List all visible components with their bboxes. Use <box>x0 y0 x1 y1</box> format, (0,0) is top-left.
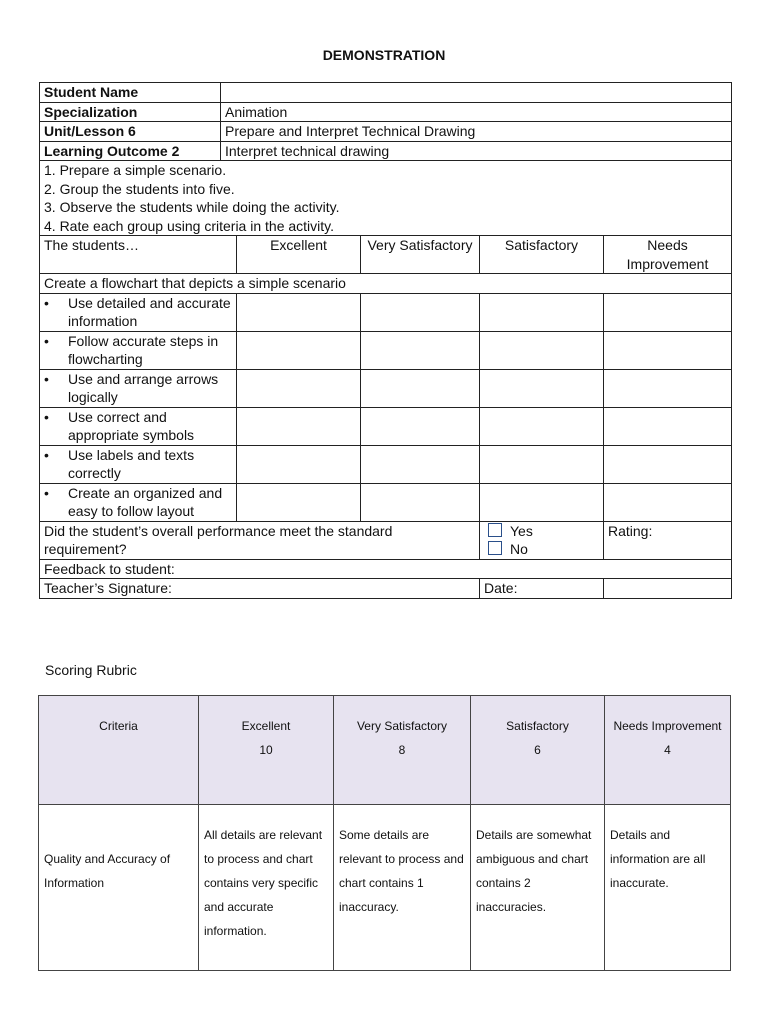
rating-cell-satisfactory[interactable] <box>480 407 604 445</box>
date-value[interactable] <box>604 579 732 599</box>
no-label: No <box>510 541 528 557</box>
rubric-header-name: Very Satisfactory <box>356 719 448 733</box>
satisfactory-header: Satisfactory <box>480 236 604 274</box>
rating-cell-satisfactory[interactable] <box>480 369 604 407</box>
standard-question: Did the student’s overall performance meet the standard requirement? <box>40 521 480 559</box>
bullet: • <box>44 484 49 501</box>
instructions-row <box>40 161 732 236</box>
rubric-header-score: 10 <box>259 743 273 757</box>
rubric-header-score: 8 <box>398 743 406 757</box>
instruction-item: 2. Group the students into five. <box>44 180 235 197</box>
rubric-header-excellent <box>199 696 334 805</box>
rating-cell-very-satisfactory[interactable] <box>361 369 480 407</box>
date-label: Date: <box>480 579 604 599</box>
feedback-label: Feedback to student: <box>40 559 732 579</box>
rubric-criterion: Quality and Accuracy of Information <box>39 805 199 971</box>
specialization-row <box>40 102 732 122</box>
signature-row <box>40 579 732 599</box>
rating-cell-needs-improvement[interactable] <box>604 445 732 483</box>
rating-cell-excellent[interactable] <box>237 369 361 407</box>
bullet: • <box>44 408 49 425</box>
yes-option[interactable] <box>484 522 599 541</box>
rating-label: Rating: <box>604 521 732 559</box>
criteria-row <box>40 483 732 521</box>
needs-improvement-header: Needs Improvement <box>604 236 732 274</box>
criterion-text: Use and arrange arrows logically <box>68 370 219 405</box>
rubric-header-very-satisfactory <box>334 696 471 805</box>
bullet: • <box>44 332 49 349</box>
excellent-header: Excellent <box>237 236 361 274</box>
very-satisfactory-header: Very Satisfactory <box>361 236 480 274</box>
unit-value: Prepare and Interpret Technical Drawing <box>221 122 732 142</box>
rating-cell-very-satisfactory[interactable] <box>361 445 480 483</box>
rubric-header-criteria <box>39 696 199 805</box>
criterion-cell <box>40 369 237 407</box>
criterion-text: Use labels and texts correctly <box>68 446 195 481</box>
criteria-row <box>40 331 732 369</box>
yes-checkbox[interactable] <box>488 523 502 537</box>
outcome-label: Learning Outcome 2 <box>40 141 221 161</box>
criterion-text: Create an organized and easy to follow layout <box>68 484 223 519</box>
task-cell: Create a flowchart that depicts a simple scenario <box>40 274 732 294</box>
student-name-row <box>40 83 732 103</box>
demonstration-table <box>39 82 732 599</box>
feedback-row <box>40 559 732 579</box>
rating-cell-needs-improvement[interactable] <box>604 369 732 407</box>
scoring-rubric-table <box>38 695 731 971</box>
rubric-header-score: 4 <box>664 743 671 757</box>
instructions-cell <box>40 161 732 236</box>
instruction-item: 1. Prepare a simple scenario. <box>44 162 227 178</box>
outcome-row <box>40 141 732 161</box>
bullet: • <box>44 370 49 387</box>
rating-cell-very-satisfactory[interactable] <box>361 293 480 331</box>
rating-cell-excellent[interactable] <box>237 445 361 483</box>
criterion-text: Use detailed and accurate information <box>68 294 231 329</box>
yes-label: Yes <box>510 522 533 539</box>
rubric-header-satisfactory <box>471 696 605 805</box>
criterion-cell <box>40 407 237 445</box>
document-title: DEMONSTRATION <box>322 47 446 63</box>
rubric-header-name: Excellent <box>241 719 291 733</box>
outcome-value: Interpret technical drawing <box>221 141 732 161</box>
student-name-value[interactable] <box>221 83 732 103</box>
criteria-row <box>40 293 732 331</box>
unit-label: Unit/Lesson 6 <box>40 122 221 142</box>
criterion-cell <box>40 483 237 521</box>
rubric-header-score: 6 <box>534 743 541 757</box>
criterion-text: Use correct and appropriate symbols <box>68 408 195 443</box>
rubric-heading: Scoring Rubric <box>45 662 137 678</box>
rating-cell-satisfactory[interactable] <box>480 445 604 483</box>
rating-cell-satisfactory[interactable] <box>480 483 604 521</box>
no-option[interactable] <box>484 540 599 559</box>
specialization-label: Specialization <box>40 102 221 122</box>
rubric-excellent-desc: All details are relevant to process and chart contains very specific and accurate information. <box>199 805 334 971</box>
rating-cell-very-satisfactory[interactable] <box>361 483 480 521</box>
bullet: • <box>44 294 49 311</box>
rubric-header-needs-improvement <box>605 696 731 805</box>
rating-cell-excellent[interactable] <box>237 483 361 521</box>
rating-cell-excellent[interactable] <box>237 331 361 369</box>
rubric-row <box>39 805 731 971</box>
rating-cell-satisfactory[interactable] <box>480 293 604 331</box>
criterion-cell <box>40 331 237 369</box>
rating-cell-very-satisfactory[interactable] <box>361 407 480 445</box>
rubric-header-row <box>39 696 731 805</box>
rubric-header-name: Criteria <box>99 719 138 733</box>
yes-no-cell <box>480 521 604 559</box>
criteria-row <box>40 369 732 407</box>
instruction-item: 4. Rate each group using criteria in the activity. <box>44 217 335 234</box>
rubric-header-name: Needs Improvement <box>613 719 722 733</box>
students-header: The students… <box>40 236 237 274</box>
rubric-satisfactory-desc: Details are somewhat ambiguous and chart contains 2 inaccuracies. <box>471 805 605 971</box>
criteria-row <box>40 445 732 483</box>
standard-row <box>40 521 732 559</box>
student-name-label: Student Name <box>40 83 221 103</box>
rubric-header-name: Satisfactory <box>506 719 569 733</box>
unit-row <box>40 122 732 142</box>
signature-label: Teacher’s Signature: <box>40 579 480 599</box>
rubric-needs-improvement-desc: Details and information are all inaccurate. <box>605 805 731 971</box>
specialization-value: Animation <box>221 102 732 122</box>
instruction-item: 3. Observe the students while doing the activity. <box>44 199 340 215</box>
rating-cell-very-satisfactory[interactable] <box>361 331 480 369</box>
rating-header-row <box>40 236 732 274</box>
rating-cell-satisfactory[interactable] <box>480 331 604 369</box>
criterion-cell <box>40 293 237 331</box>
no-checkbox[interactable] <box>488 541 502 555</box>
criterion-text: Follow accurate steps in flowcharting <box>68 332 219 367</box>
task-row <box>40 274 732 294</box>
criteria-row <box>40 407 732 445</box>
rating-cell-needs-improvement[interactable] <box>604 407 732 445</box>
rating-cell-excellent[interactable] <box>237 293 361 331</box>
rating-cell-excellent[interactable] <box>237 407 361 445</box>
rating-cell-needs-improvement[interactable] <box>604 293 732 331</box>
criterion-cell <box>40 445 237 483</box>
bullet: • <box>44 446 49 463</box>
rating-cell-needs-improvement[interactable] <box>604 483 732 521</box>
rubric-very-satisfactory-desc: Some details are relevant to process and chart contains 1 inaccuracy. <box>334 805 471 971</box>
rating-cell-needs-improvement[interactable] <box>604 331 732 369</box>
